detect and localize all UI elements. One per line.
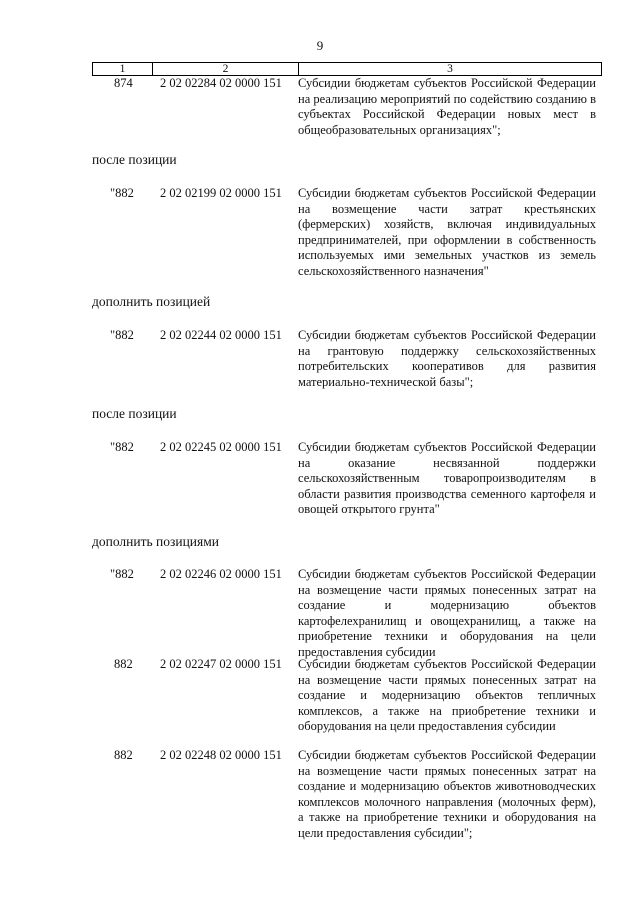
table-header — [92, 62, 602, 76]
row-kbk: 2 02 02244 02 0000 151 — [160, 328, 282, 342]
page-number: 9 — [316, 38, 324, 53]
row-description: Субсидии бюджетам субъектов Российской Федерации на возмещение части затрат крестьянских (фермерских) хозяйств, включая индивидуальных предпринимателей, при оформлении в собственность используемых ими земельных участков из земель сельскохозяйственного назначения" — [298, 186, 596, 278]
instruction-after-position: после позиции — [92, 152, 177, 167]
row-code: "882 — [110, 328, 134, 342]
row-description: Субсидии бюджетам субъектов Российской Федерации на реализацию мероприятий по содействию созданию в субъектах Российской Федерации новых мест в общеобразовательных организациях"; — [298, 76, 596, 137]
header-col-2: 2 — [153, 63, 299, 75]
row-description: Субсидии бюджетам субъектов Российской Федерации на возмещение части прямых понесенных затрат на создание и модернизацию объектов картофелехранилищ и овощехранилищ, а также на приобретение техники и оборудования на цели предоставления субсидии — [298, 567, 596, 659]
instruction-after-position: после позиции — [92, 406, 177, 421]
header-col-3: 3 — [447, 63, 453, 75]
row-code: 882 — [114, 657, 133, 671]
row-kbk: 2 02 02246 02 0000 151 — [160, 567, 282, 581]
row-kbk: 2 02 02247 02 0000 151 — [160, 657, 282, 671]
row-description: Субсидии бюджетам субъектов Российской Федерации на возмещение части прямых понесенных затрат на создание и модернизацию объектов животноводческих комплексов молочного направления (молочных ферм), а также на приобретение техники и оборудования на цели предоставления субсидии"; — [298, 748, 596, 840]
instruction-add-positions: дополнить позициями — [92, 534, 219, 549]
row-code: "882 — [110, 440, 134, 454]
instruction-add-position: дополнить позицией — [92, 294, 211, 309]
row-code: "882 — [110, 567, 134, 581]
row-kbk: 2 02 02248 02 0000 151 — [160, 748, 282, 762]
row-code: 882 — [114, 748, 133, 762]
row-kbk: 2 02 02199 02 0000 151 — [160, 186, 282, 200]
row-description: Субсидии бюджетам субъектов Российской Федерации на возмещение части прямых понесенных затрат на создание и модернизацию объектов тепличных комплексов, а также на приобретение техники и оборудования на цели предоставления субсидии — [298, 657, 596, 733]
row-code: 874 — [114, 76, 133, 90]
row-kbk: 2 02 02245 02 0000 151 — [160, 440, 282, 454]
row-kbk: 2 02 02284 02 0000 151 — [160, 76, 282, 90]
row-description: Субсидии бюджетам субъектов Российской Федерации на оказание несвязанной поддержки сельскохозяйственным товаропроизводителям в области развития производства семенного картофеля и овощей открытого грунта" — [298, 440, 596, 516]
row-description: Субсидии бюджетам субъектов Российской Федерации на грантовую поддержку сельскохозяйственных потребительских кооперативов для развития материально-технической базы"; — [298, 328, 596, 389]
header-col-1: 1 — [93, 63, 153, 75]
row-code: "882 — [110, 186, 134, 200]
